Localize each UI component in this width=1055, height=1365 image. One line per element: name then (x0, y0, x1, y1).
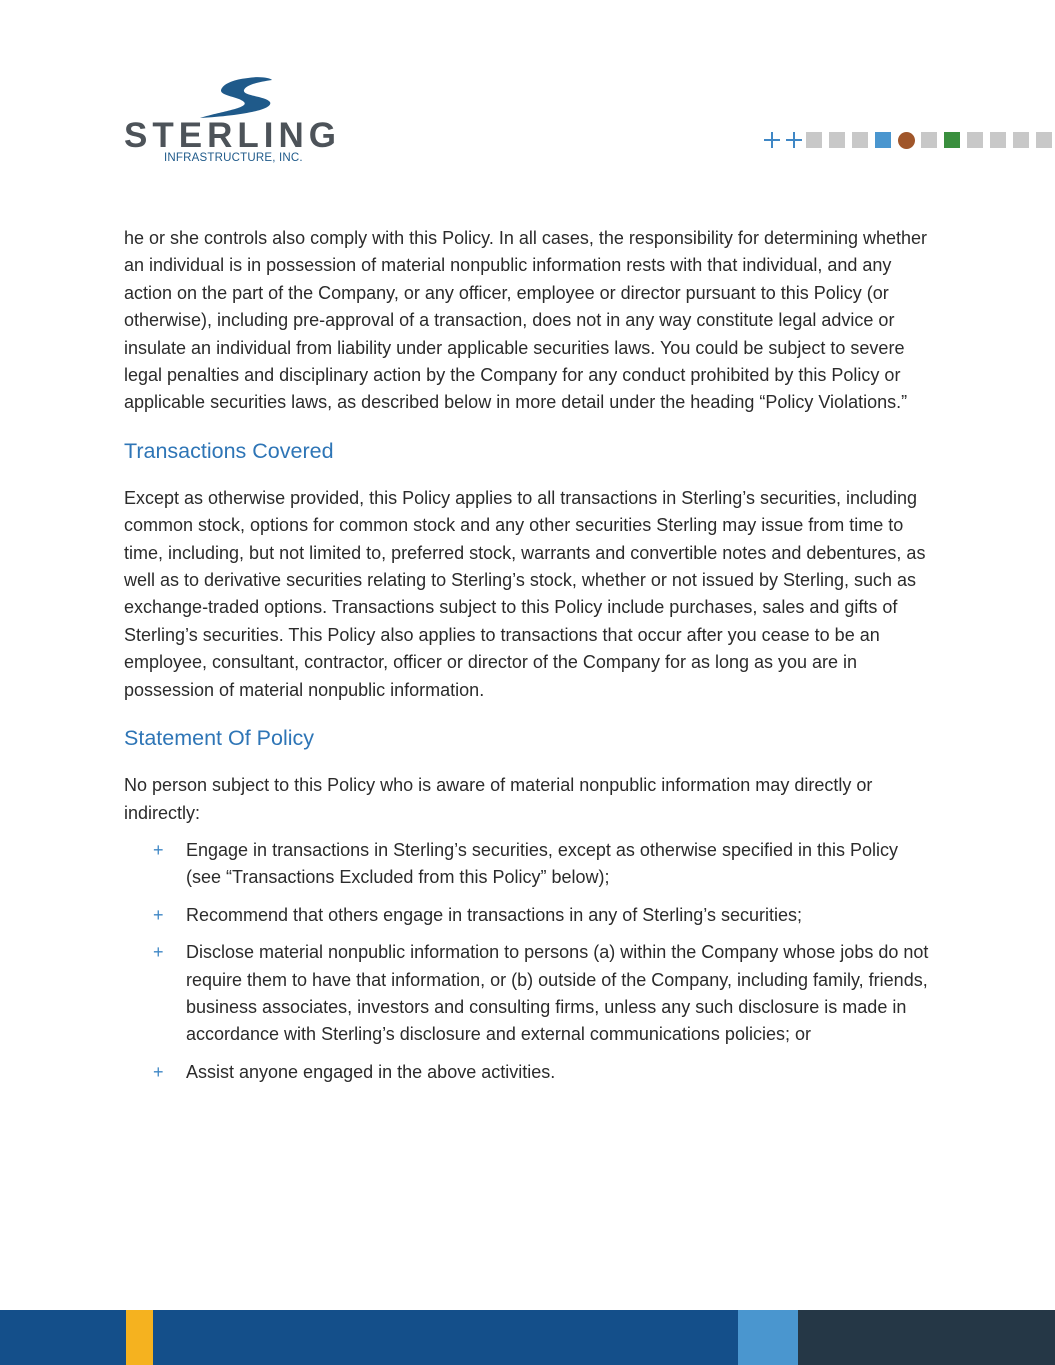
intro-paragraph: he or she controls also comply with this Policy. In all cases, the responsibility for determining whether an individual is in possession of material nonpublic information rests with that individual, and any action on the part of the Company, or any officer, employee or director pursuant to this Policy (or otherwise), including pre-approval of a transaction, does not in any way constitute legal advice or insulate an individual from liability under applicable securities laws. You could be subject to severe legal penalties and disciplinary action by the Company for any conduct prohibited by this Policy or applicable securities laws, as described below in more detail under the heading “Policy Violations.” (124, 228, 928, 413)
decor-square (829, 132, 845, 148)
footer-band-yellow (126, 1310, 153, 1365)
decor-square (967, 132, 983, 148)
footer-band-dark (798, 1310, 1055, 1365)
footer-band-light-blue (738, 1310, 798, 1365)
sterling-swoosh-icon (198, 76, 278, 120)
list-item (124, 837, 929, 892)
footer-color-band (0, 1310, 1055, 1365)
plus-bullet-icon: + (153, 839, 164, 860)
list-item-text: Engage in transactions in Sterling’s securities, except as otherwise specified in this Policy (see “Transactions Excluded from this Policy” below); (186, 839, 899, 888)
list-item-text: Assist anyone engaged in the above activities. (186, 1061, 556, 1082)
prohibited-actions-list (124, 837, 929, 1086)
statement-of-policy-heading: Statement Of Policy (124, 726, 314, 751)
decor-square (852, 132, 868, 148)
transactions-covered-heading: Transactions Covered (124, 438, 334, 463)
statement-of-policy-paragraph: No person subject to this Policy who is aware of material nonpublic information may directly or indirectly: (124, 775, 873, 823)
decor-square (921, 132, 937, 148)
footer-band-blue-main (153, 1310, 738, 1365)
plus-bullet-icon: + (153, 904, 164, 925)
decor-square (944, 132, 960, 148)
list-item (124, 902, 929, 929)
decor-square (1036, 132, 1052, 148)
document-body (124, 225, 929, 1096)
logo-wordmark: STERLING (124, 116, 341, 155)
list-item (124, 1059, 929, 1086)
decor-square (875, 132, 891, 148)
list-item-text: Recommend that others engage in transactions in any of Sterling’s securities; (186, 904, 802, 925)
list-item-text: Disclose material nonpublic information to persons (a) within the Company whose jobs do not require them to have that information, or (b) outside of the Company, including family, friends, business associates, investors and consulting firms, unless any such disclosure is made in accordance with Sterling’s disclosure and external communications policies; or (186, 942, 929, 1045)
logo-subtitle: INFRASTRUCTURE, INC. (164, 152, 303, 164)
company-logo (124, 76, 354, 168)
plus-icon (762, 130, 782, 150)
decor-square (806, 132, 822, 148)
transactions-covered-paragraph: Except as otherwise provided, this Policy applies to all transactions in Sterling’s securities, including common stock, options for common stock and any other securities Sterling may issue from time to time, including, but not limited to, preferred stock, warrants and convertible notes and debentures, as well as to derivative securities relating to Sterling’s stock, whether or not issued by Sterling, such as exchange-traded options. Transactions subject to this Policy include purchases, sales and gifts of Sterling’s securities. This Policy also applies to transactions that occur after you cease to be an employee, consultant, contractor, officer or director of the Company for as long as you are in possession of material nonpublic information. (124, 487, 926, 700)
plus-icon (784, 130, 804, 150)
plus-bullet-icon: + (153, 942, 164, 963)
decorative-pattern (762, 129, 1055, 151)
decor-circle (898, 132, 915, 149)
plus-bullet-icon: + (153, 1061, 164, 1082)
decor-square (990, 132, 1006, 148)
decor-square (1013, 132, 1029, 148)
list-item (124, 939, 929, 1049)
footer-band-blue (0, 1310, 126, 1365)
